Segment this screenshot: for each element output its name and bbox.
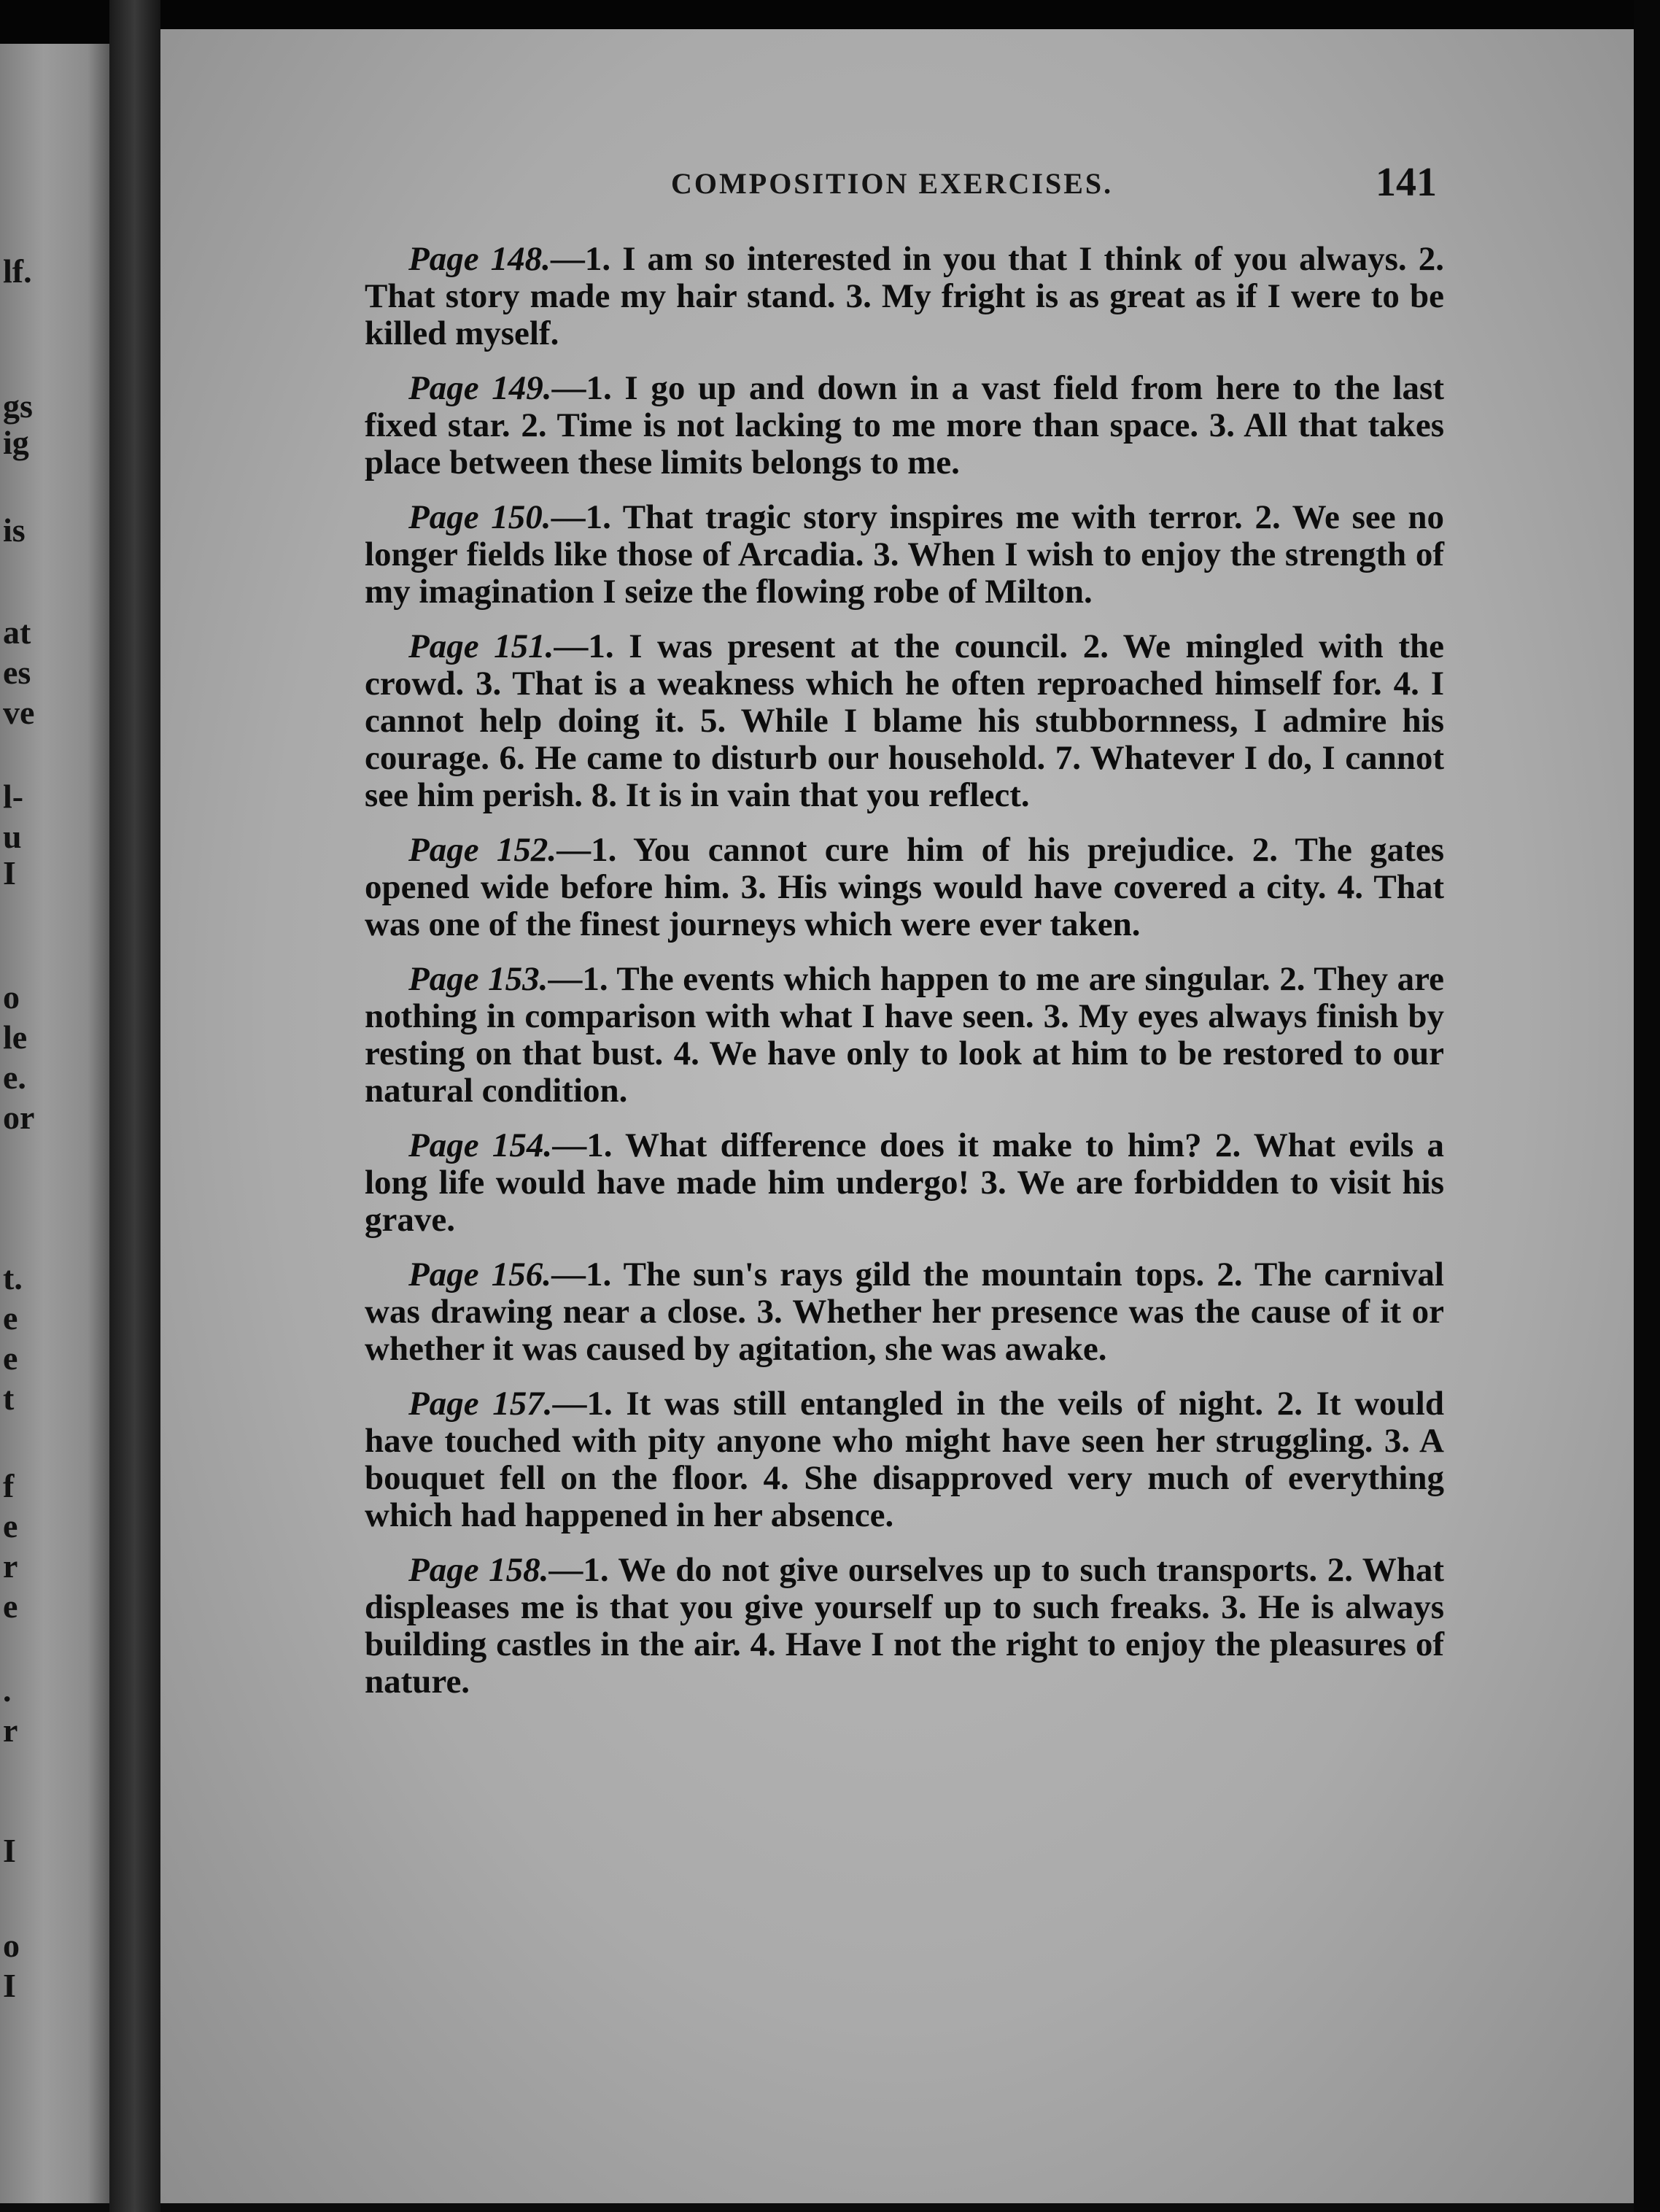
previous-page-edge [0,44,109,2203]
prev-page-fragment: o [3,1927,20,1964]
paragraph [365,1552,1444,1701]
page-reference: Page 154. [408,1126,553,1164]
prev-page-fragment: e. [3,1059,26,1096]
prev-page-fragment: or [3,1099,35,1136]
prev-page-fragment: . [3,1671,12,1709]
paragraph [365,832,1444,943]
paragraph-text: —1. The sun's rays gild the mountain tops. 2. The carnival was drawing near a close. 3. Whether her presence was the cause of it or whether it was caused by agitation, she was awake. [365,1256,1444,1368]
page-reference: Page 151. [408,627,554,665]
paragraph-text: —1. We do not give ourselves up to such transports. 2. What displeases me is that you give yourself up to such freaks. 3. He is always building castles in the air. 4. Have I not the right to enjoy the pleasures of nature. [365,1551,1445,1701]
page-header [671,160,1444,217]
prev-page-fragment: I [3,1967,16,2004]
page-reference: Page 150. [408,498,551,536]
prev-page-fragment: o [3,978,20,1016]
prev-page-fragment: r [3,1712,18,1749]
exercise-answers [365,241,1444,1718]
prev-page-fragment: l- [3,778,24,815]
prev-page-fragment: I [3,854,16,892]
prev-page-fragment: u [3,818,22,855]
page-reference: Page 158. [408,1551,549,1589]
page-reference: Page 153. [408,960,548,998]
prev-page-fragment: e [3,1339,18,1377]
page-reference: Page 156. [408,1256,552,1293]
prev-page-fragment: f [3,1467,15,1504]
page-number: 141 [1376,160,1437,205]
book-gutter [109,0,160,2212]
paragraph-text: —1. You cannot cure him of his prejudice. 2. The gates opened wide before him. 3. His wings would have covered a city. 4. That was one of the finest journeys which were ever taken. [365,831,1444,943]
paragraph-text: —1. I am so interested in you that I think of you always. 2. That story made my hair stand. 3. My fright is as great as if I were to be killed myself. [365,240,1444,352]
page-reference: Page 149. [408,369,552,407]
prev-page-fragment: ve [3,694,35,731]
paragraph [365,1256,1444,1368]
page-reference: Page 157. [408,1385,553,1423]
paragraph [365,499,1444,611]
paragraph [365,1127,1444,1239]
prev-page-fragment: le [3,1018,28,1056]
paragraph-text: —1. What difference does it make to him? 2. What evils a long life would have made him undergo! 3. We are forbidden to visit his grave. [365,1126,1444,1239]
prev-page-fragment: es [3,654,31,691]
prev-page-fragment: e [3,1299,18,1337]
running-head: COMPOSITION EXERCISES. [671,167,1114,200]
paragraph-text: —1. I was present at the council. 2. We mingled with the crowd. 3. That is a weakness which he often reproached himself for. 4. I cannot help doing it. 5. While I blame his stubbornness, I admire his courage. 6. He came to disturb our household. 7. Whatever I do, I cannot see him perish. 8. It is in vain that you reflect. [365,627,1444,814]
prev-page-fragment: I [3,1832,16,1869]
paragraph [365,628,1444,814]
paragraph-text: —1. I go up and down in a vast field from here to the last fixed star. 2. Time is not lacking to me more than space. 3. All that takes place between these limits belongs to me. [365,369,1444,482]
paragraph [365,241,1444,352]
paragraph-text: —1. The events which happen to me are singular. 2. They are nothing in comparison with what I have seen. 3. My eyes always finish by resting on that bust. 4. We have only to look at him to be restored to our natural condition. [365,960,1444,1110]
paragraph-text: —1. It was still entangled in the veils of night. 2. It would have touched with pity anyone who might have seen her struggling. 3. A bouquet fell on the floor. 4. She disapproved very much of everything which had happened in her absence. [365,1385,1444,1534]
paragraph-text: —1. That tragic story inspires me with terror. 2. We see no longer fields like those of Arcadia. 3. When I wish to enjoy the strength of my imagination I seize the flowing robe of Milton. [365,498,1444,611]
prev-page-fragment: gs [3,387,33,425]
page-reference: Page 152. [408,831,557,869]
paragraph [365,370,1444,482]
prev-page-fragment: e [3,1588,18,1625]
prev-page-fragment: lf. [3,252,32,290]
prev-page-fragment: at [3,614,31,651]
paragraph [365,1385,1444,1534]
prev-page-fragment: e [3,1507,18,1544]
scan-border-right [1634,0,1660,2212]
prev-page-fragment: t. [3,1259,23,1296]
prev-page-fragment: ig [3,424,29,461]
prev-page-fragment: t [3,1380,15,1417]
prev-page-fragment: is [3,511,26,549]
paragraph [365,961,1444,1110]
page-reference: Page 148. [408,240,551,278]
prev-page-fragment: r [3,1547,18,1585]
